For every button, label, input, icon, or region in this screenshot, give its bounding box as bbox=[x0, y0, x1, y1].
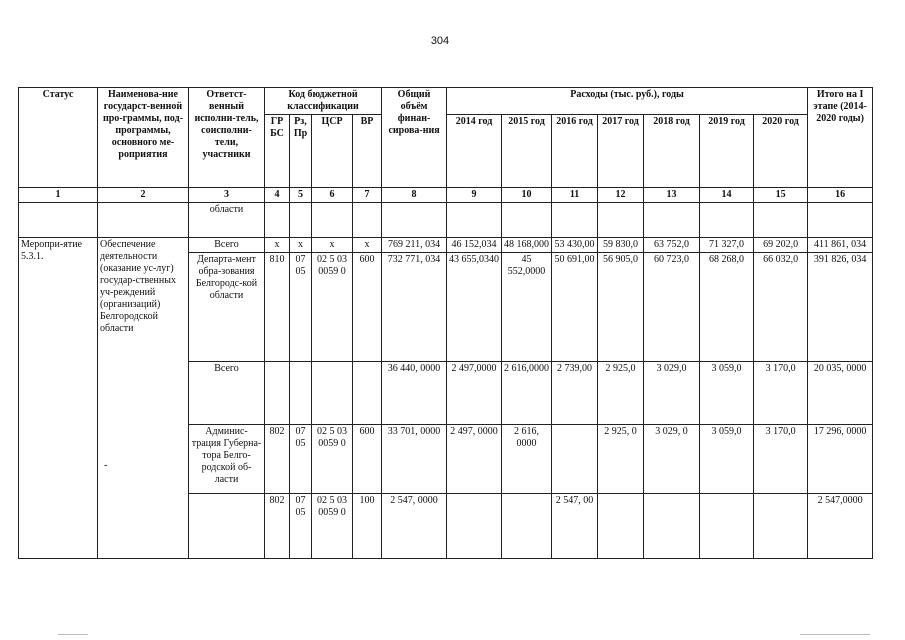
row-csr: 02 5 03 0059 0 bbox=[312, 425, 353, 494]
row-2017: 59 830,0 bbox=[598, 238, 644, 253]
scan-mark bbox=[58, 634, 88, 635]
row-2017: 2 925, 0 bbox=[598, 425, 644, 494]
header-2018: 2018 год bbox=[644, 115, 700, 188]
column-number: 3 bbox=[189, 188, 265, 203]
header-row-1 bbox=[19, 88, 873, 115]
row-2019: 68 268,0 bbox=[700, 253, 754, 362]
row-rzpr: 07 05 bbox=[290, 253, 312, 362]
row-2020: 3 170,0 bbox=[754, 425, 808, 494]
row-2014: 2 497, 0000 bbox=[447, 425, 502, 494]
column-number: 9 bbox=[447, 188, 502, 203]
row-2018: 60 723,0 bbox=[644, 253, 700, 362]
event-name-text: Обеспечение деятельности (оказание ус-луг) государ-ственных уч-реждений (организаций) Белгородской области bbox=[100, 239, 176, 334]
header-2017: 2017 год bbox=[598, 115, 644, 188]
column-number: 2 bbox=[98, 188, 189, 203]
row-grbs bbox=[265, 362, 290, 425]
header-budget-code: Код бюджетной классификации bbox=[265, 88, 382, 115]
row-csr: х bbox=[312, 238, 353, 253]
row-2019: 3 059,0 bbox=[700, 362, 754, 425]
row-2015: 2 616,0000 bbox=[502, 362, 552, 425]
event-status: Меропри-ятие 5.3.1. bbox=[19, 238, 98, 559]
header-expenses: Расходы (тыс. руб.), годы bbox=[447, 88, 808, 115]
row-csr bbox=[312, 362, 353, 425]
row-2018: 3 029, 0 bbox=[644, 425, 700, 494]
continuation-responsible: области bbox=[189, 203, 265, 238]
table-row bbox=[19, 238, 873, 253]
column-number: 6 bbox=[312, 188, 353, 203]
header-status: Статус bbox=[19, 88, 98, 188]
header-responsible: Ответст-венный исполни-тель, соисполни-тели, участники bbox=[189, 88, 265, 188]
row-rzpr: х bbox=[290, 238, 312, 253]
row-2014: 46 152,034 bbox=[447, 238, 502, 253]
row-2017 bbox=[598, 494, 644, 559]
header-2019: 2019 год bbox=[700, 115, 754, 188]
row-2015: 48 168,000 bbox=[502, 238, 552, 253]
budget-table bbox=[18, 87, 873, 559]
header-2015: 2015 год bbox=[502, 115, 552, 188]
header-total-volume: Общий объём финан-сирова-ния bbox=[382, 88, 447, 188]
row-stage: 20 035, 0000 bbox=[808, 362, 873, 425]
row-rzpr: 07 05 bbox=[290, 494, 312, 559]
row-2020: 3 170,0 bbox=[754, 362, 808, 425]
row-2019 bbox=[700, 494, 754, 559]
header-stage-total: Итого на I этапе (2014-2020 годы) bbox=[808, 88, 873, 188]
header-2020: 2020 год bbox=[754, 115, 808, 188]
row-2020: 69 202,0 bbox=[754, 238, 808, 253]
header-grbs: ГР БС bbox=[265, 115, 290, 188]
row-grbs: 810 bbox=[265, 253, 290, 362]
row-vr: 100 bbox=[353, 494, 382, 559]
column-number: 14 bbox=[700, 188, 754, 203]
row-2017: 56 905,0 bbox=[598, 253, 644, 362]
row-responsible bbox=[189, 494, 265, 559]
row-responsible: Департа-мент обра-зования Белгородс-кой области bbox=[189, 253, 265, 362]
row-2014: 43 655,0340 bbox=[447, 253, 502, 362]
column-number-row bbox=[19, 188, 873, 203]
row-grbs: 802 bbox=[265, 494, 290, 559]
row-stage: 17 296, 0000 bbox=[808, 425, 873, 494]
header-csr: ЦСР bbox=[312, 115, 353, 188]
row-2014 bbox=[447, 494, 502, 559]
column-number: 12 bbox=[598, 188, 644, 203]
column-number: 1 bbox=[19, 188, 98, 203]
row-total: 36 440, 0000 bbox=[382, 362, 447, 425]
row-stage: 411 861, 034 bbox=[808, 238, 873, 253]
row-2019: 71 327,0 bbox=[700, 238, 754, 253]
row-2016 bbox=[552, 425, 598, 494]
header-2016: 2016 год bbox=[552, 115, 598, 188]
header-rzpr: Рз, Пр bbox=[290, 115, 312, 188]
header-2014: 2014 год bbox=[447, 115, 502, 188]
column-number: 11 bbox=[552, 188, 598, 203]
row-responsible: Админис-трация Губерна-тора Белго-родской об-ласти bbox=[189, 425, 265, 494]
row-rzpr: 07 05 bbox=[290, 425, 312, 494]
row-2016: 50 691,00 bbox=[552, 253, 598, 362]
column-number: 5 bbox=[290, 188, 312, 203]
row-total: 2 547, 0000 bbox=[382, 494, 447, 559]
header-vr: ВР bbox=[353, 115, 382, 188]
row-stage: 2 547,0000 bbox=[808, 494, 873, 559]
row-2016: 53 430,00 bbox=[552, 238, 598, 253]
scan-mark bbox=[800, 634, 870, 635]
row-2016: 2 739,00 bbox=[552, 362, 598, 425]
row-rzpr bbox=[290, 362, 312, 425]
event-name bbox=[98, 238, 189, 559]
column-number: 7 bbox=[353, 188, 382, 203]
row-2020: 66 032,0 bbox=[754, 253, 808, 362]
column-number: 8 bbox=[382, 188, 447, 203]
row-2018: 3 029,0 bbox=[644, 362, 700, 425]
row-2020 bbox=[754, 494, 808, 559]
column-number: 15 bbox=[754, 188, 808, 203]
row-responsible: Всего bbox=[189, 238, 265, 253]
row-vr: 600 bbox=[353, 425, 382, 494]
row-csr: 02 5 03 0059 0 bbox=[312, 494, 353, 559]
row-grbs: х bbox=[265, 238, 290, 253]
row-2018 bbox=[644, 494, 700, 559]
row-vr: 600 bbox=[353, 253, 382, 362]
header-name: Наименова-ние государст-венной про-граммы, под-программы, основного ме-роприятия bbox=[98, 88, 189, 188]
row-stage: 391 826, 034 bbox=[808, 253, 873, 362]
row-total: 33 701, 0000 bbox=[382, 425, 447, 494]
row-2017: 2 925,0 bbox=[598, 362, 644, 425]
column-number: 10 bbox=[502, 188, 552, 203]
row-2015: 2 616, 0000 bbox=[502, 425, 552, 494]
continuation-row bbox=[19, 203, 873, 238]
row-2018: 63 752,0 bbox=[644, 238, 700, 253]
page-number: 304 bbox=[430, 35, 450, 47]
row-vr bbox=[353, 362, 382, 425]
column-number: 4 bbox=[265, 188, 290, 203]
event-dash: - bbox=[104, 460, 108, 471]
row-csr: 02 5 03 0059 0 bbox=[312, 253, 353, 362]
row-2014: 2 497,0000 bbox=[447, 362, 502, 425]
row-total: 732 771, 034 bbox=[382, 253, 447, 362]
row-total: 769 211, 034 bbox=[382, 238, 447, 253]
row-responsible: Всего bbox=[189, 362, 265, 425]
row-2016: 2 547, 00 bbox=[552, 494, 598, 559]
row-2015 bbox=[502, 494, 552, 559]
row-grbs: 802 bbox=[265, 425, 290, 494]
row-vr: х bbox=[353, 238, 382, 253]
row-2019: 3 059,0 bbox=[700, 425, 754, 494]
column-number: 16 bbox=[808, 188, 873, 203]
row-2015: 45 552,0000 bbox=[502, 253, 552, 362]
column-number: 13 bbox=[644, 188, 700, 203]
